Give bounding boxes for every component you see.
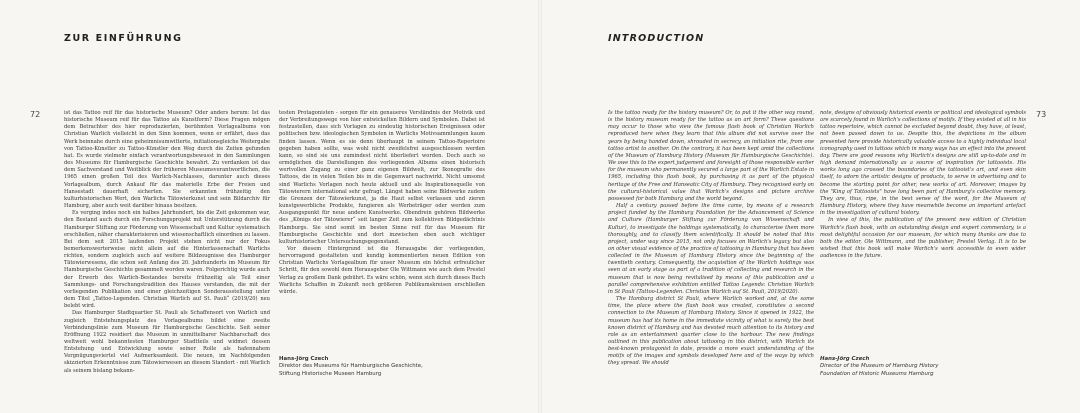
english-signature — [820, 356, 1026, 378]
paragraph: The Hamburg district St Pauli, where Warlich worked and, at the same time, the place where the flash book was created, constitutes a second connection to the Museum of Hamburg History. Since it opened in 1922, the museum has had its home in the immediate vicinity of what is surely the best known district of Hamburg and has devoted much attention to its history and role as an entertainment quarter close to the harbour. The new findings outlined in this publication about tattooing in this district, with Warlich its best-known protagonist to date, provide a more exact understanding of the motifs of the images and symbols developed here and of the ways by which they spread. We should — [608, 296, 814, 367]
signature-title: Direktor des Museums für Hamburgische Geschichte, — [279, 363, 423, 370]
paragraph: ist das Tattoo reif für das historische Museum? Oder anders herum: Ist das historische Museum reif für das Tattoo als Kunstform? Diese Fragen mögen dem Betrachter des hier reproduzierten, berühmten Vorlagealbums von Christian Warlich vielleicht in den Sinn kommen, wenn er erfährt, dass das Werk beinnahe durch eine geheimnisumwitterte, initiationsgleiche Weitergabe von Tattoo-Künstler zu Tattoo-Künstler den Weg durch die Zeiten gefunden hat. Es wurde vielmehr einfach verantwortungsbewusst in den Sammlungen des Museums für Hamburgische Geschichte bewahrt. Zu verdanken ist das dem Sachverstand und Weitblick der früheren Museumsverantwortlichen, die 1965 einen großen Teil des Warlich-Nachlasses, darunter auch dieses Vorlagealbum, durch Ankauf für das materielle Erbe der Freien und Hansestadt dauerhaft sicherten. Sie erkannten frühzeitig den kulturhistorischen Wert, den Warlichs Tätowierkunst und sein Bildarchiv für Hamburg, aber auch weit darüber hinaus besitzen. — [64, 110, 270, 210]
page-number-right: 73 — [1036, 110, 1047, 119]
right-page — [540, 0, 1080, 413]
german-signature — [279, 356, 485, 378]
paragraph: Vor diesem Hintergrund ist die Herausgabe der vorliegenden, hervorragend gestalteten und kundig kommentierten neuen Edition von Christian Warlichs Vorlagealbum für unser Museum ein höchst erfreulicher Schritt, für den sowohl dem Herausgeber Ole Wittmann wie auch dem Prestel Verlag zu großem Dank gebührt. Es wäre schön, wenn sich durch dieses Buch Warlichs Schaffen in Zukunft noch größeren Publikumskreisen erschließen würde. — [279, 245, 485, 295]
page-number-left: 72 — [30, 110, 41, 119]
english-column-2 — [820, 110, 1026, 260]
page-heading-english: INTRODUCTION — [608, 33, 705, 44]
paragraph: Das Hamburger Stadtquartier St. Pauli als Schaffensort von Warlich und zugleich Entstehungsplatz des Vorlagealbums bildet eine zweite Verbindungslinie zum Museum für Hamburgische Geschichte. Seit seiner Eröffnung 1922 residiert das Museum in unmittelbarer Nachbarschaft des weltweit wohl bekanntesten Hamburger Stadtteils und widmet dessen Entstehung und Entwicklung sowie seiner Rolle als hafennahem Vergnügungsviertel viel Aufmerksamkeit. Die neuen, im Nachfolgenden skizzierten Erkenntnisse zum Tätowierwesen an diesem Standort - mit Warlich als seinem bislang bekann- — [64, 310, 270, 374]
signature-title: Director of the Museum of Hamburg History — [820, 363, 939, 370]
paragraph: testen Protagonisten - sorgen für ein genaueres Verständnis der Motivik und der Verbreitungswege von hier entwickelten Bildern und Symbolen. Dabei ist festzustellen, dass sich Vorlagen zu eindeutig historischen Ereignissen oder politischen bzw. ideologischen Symbolen in Warlichs Motivsammlungen kaum finden lassen. Wenn es sie denn überhaupt in seinem Tattoo-Repertoire gegeben haben sollte, was wohl nicht zweifelsfrei ausgeschlossen werden kann, so sind sie uns zumindest nicht überliefert worden. Doch auch so ermöglichen die Darstellungen des vorliegenden Albums einen historisch wertvollen Zugang zu einer ganz eigenen Bildwelt, zur Ikonografie des Tattoos, die in vielen Teilen bis in die Gegenwart nachwirkt. Nicht umsonst sind Warlichs Vorlagen noch heute aktuell und als Inspirationsquelle von Tätowierern international sehr gefragt. Längst haben seine Bildwerke zudem die Grenzen der Tätowierkunst, ja die Haut selbst verlassen und zieren kunstgewerbliche Produkte, fungieren als Werbeträger oder werden zum Ausgangspunkt für neue andere Kunstwerke. Obendrein gehören Bildwerke des „Königs der Tätowierer“ seit langer Zeit zum kollektiven Bildgedächtnis Hamburgs. Sie sind somit im besten Sinne reif für das Museum für Hamburgische Geschichte und dort inzwischen eben auch wichtiger kulturhistorischer Untersuchungsgegenstand. — [279, 110, 485, 245]
signature-institution: Stiftung Historische Museen Hamburg — [279, 370, 382, 377]
page-heading-german: ZUR EINFÜHRUNG — [64, 33, 183, 44]
signature-institution: Foundation of Historic Museums Hamburg — [820, 370, 934, 377]
paragraph: Half a century passed before the time came, by means of a research project funded by the Hamburg Foundation for the Advancement of Science and Culture (Hamburger Stiftung zur Förderung von Wissenschaft und Kultur), to investigate the holdings systematically, to characterise them more thoroughly, and to classify them scientifically. It should be noted that this project, under way since 2015, not only focuses on Warlich's legacy but also on other visual evidence of the practice of tattooing in Hamburg that has been collected in the Museum of Hamburg History since the beginning of the twentieth century. Consequently, the acquisition of the Warlich holdings was seen at an early stage as part of a tradition of collecting and research in the museum that is now being revitalised by means of this publication and a parallel comprehensive exhibition entitled Tattoo Legends: Christian Warlich in St Pauli (Tattoo-Legenden. Christian Warlich auf St. Pauli, 2019/2020). — [608, 203, 814, 295]
paragraph: Es verging indes noch ein halbes Jahrhundert, bis die Zeit gekommen war, den Bestand auch durch ein Forschungsprojekt mit Unterstützung durch die Hamburger Stiftung zur Förderung von Wissenschaft und Kultur systematisch erschließen, näher charakterisieren und wissenschaftlich einordnen zu lassen. Bei dem seit 2015 laufenden Projekt stehen nicht nur der Fokus bemerkenswerterweise nicht allein auf die Hinterlassenschaft Warlichs richten, sondern zugleich auch auf weitere Bildzeugnisse des Hamburger Tätowierwesens, die schon seit Anfang des 20. Jahrhunderts im Museum für Hamburgische Geschichte gesammelt worden waren. Folgerichtig wurde auch der Erwerb des Warlich-Bestandes bereits frühzeitig als Teil einer Sammlungs- und Forschungstradition des Hauses verstanden, die mit der vorliegenden Publikation und einer gleichzeitigen Sonderausstellung unter dem Titel „Tattoo-Legenden. Christian Warlich auf St. Pauli“ (2019/20) neu belebt wird. — [64, 210, 270, 310]
signature-name: Hans-Jörg Czech — [820, 356, 870, 362]
english-column-1 — [608, 110, 814, 368]
paragraph: Is the tattoo ready for the history museum? Or, to put it the other way round, is the history museum ready for the tattoo as an art form? These questions may occur to those who view the famous flash book of Christian Warlich reproduced here when they learn that this album did not survive over the years by being handed down, shrouded in secrecy, an initiation rite, from one tattoo artist to another. On the contrary, it has been kept amid the collections of the Museum of Hamburg History (Museum für Hamburgische Geschichte). We owe this to the expert judgement and foresight of those responsible earlier for the museum who permanently secured a large part of the Warlich Estate in 1965, including this flash book, by purchasing it as part of the physical heritage of the Free and Hanseatic City of Hamburg. They recognised early on the cultural-historical value that Warlich's designs and picture archive possessed for both Hamburg and the world beyond. — [608, 110, 814, 202]
paragraph: In view of this, the publication of the present new edition of Christian Warlich's flash book, with an outstanding design and expert commentary, is a most delightful occasion for our museum, for which many thanks are due to both the editor, Ole Wittmann, and the publisher, Prestel Verlag. It is to be wished that this book will make Warlich's work accessible to even wider audiences in the future. — [820, 217, 1026, 260]
paragraph: note, designs of obviously historical events or political and ideological symbols are scarcely found in Warlich's collections of motifs. If they existed at all in his tattoo repertoire, which cannot be excluded beyond doubt, they have, at least, not been passed down to us. Despite this, the depictions in the album presented here provide historically valuable access to a highly individual local iconography used in tattoos which in many ways has an effect into the present day. There are good reasons why Warlich's designs are still up-to-date and in high demand internationally as a source of inspiration for tattooists. His works long ago crossed the boundaries of the tattooist's art, and even skin itself, to adorn the artistic designs of products, to serve in advertising and to become the starting point for other, new works of art. Moreover, images by the "King of Tattooists" have long been part of Hamburg's collective memory. They are, thus, ripe, in the best sense of the word, for the Museum of Hamburg History, where they have meanwhile become an important artefact in the investigation of cultural history. — [820, 110, 1026, 217]
signature-name: Hans-Jörg Czech — [279, 356, 329, 362]
german-column-2 — [279, 110, 485, 296]
german-column-1 — [64, 110, 270, 375]
